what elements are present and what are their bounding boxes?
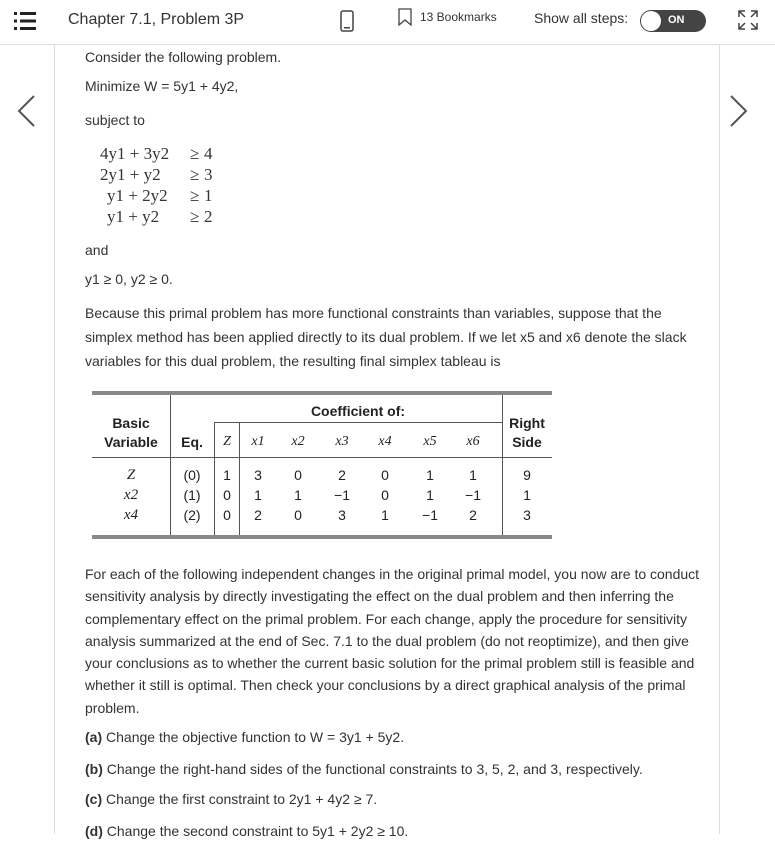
eq-header: Eq. [181, 434, 203, 450]
constraint-lhs: 4y1 + 3y2 [100, 144, 170, 163]
bookmarks-button[interactable] [398, 8, 497, 26]
constraint-rhs: 4 [204, 144, 213, 163]
show-steps-label: Show all steps: [534, 10, 629, 26]
coefficient-cell: 2 [254, 507, 262, 523]
constraint-rhs: 1 [204, 186, 213, 205]
list-menu-icon[interactable] [14, 11, 36, 31]
coefficient-cell: 0 [223, 507, 231, 523]
constraint-row [100, 206, 700, 227]
coefficient-cell: 3 [254, 467, 262, 483]
basic-variable: x4 [123, 507, 139, 523]
problem-content [85, 46, 700, 842]
table-divider [170, 395, 171, 535]
coefficient-cell: −1 [334, 487, 350, 503]
mobile-view-icon[interactable] [340, 10, 354, 32]
bookmark-icon [398, 8, 412, 26]
because-text: Because this primal problem has more functional constraints than variables, suppose that the simplex method has been applied directly to its dual problem. If we let x5 and x6 denote the slack variables for this dual problem, the resulting final simplex tableau is [85, 305, 687, 369]
table-divider [214, 422, 502, 423]
equation-number: (0) [183, 467, 201, 483]
constraint-relation: ≥ [190, 207, 200, 226]
part-text: Change the objective function to W = 3y1 + 5y2. [106, 729, 405, 746]
coefficient-header: Coefficient of: [310, 403, 406, 419]
constraint-lhs: y1 + 2y2 [107, 186, 168, 205]
constraint-row [100, 185, 700, 206]
constraint-row [100, 143, 700, 164]
coefficient-cell: 1 [426, 467, 434, 483]
bookmarks-label: 13 Bookmarks [420, 10, 497, 24]
table-bottom-border [92, 535, 552, 539]
coefficient-cell: −1 [422, 507, 438, 523]
intro-text: Consider the following problem. [85, 49, 282, 65]
right-header-1: Right [509, 415, 545, 431]
coefficient-cell: 2 [338, 467, 346, 483]
previous-arrow-icon[interactable] [16, 94, 36, 128]
and-text: and [85, 242, 109, 258]
chapter-title: Chapter 7.1, Problem 3P [68, 11, 245, 28]
coefficient-cell: 1 [223, 467, 231, 483]
constraint-rhs: 3 [204, 165, 213, 184]
expand-icon[interactable] [737, 9, 759, 31]
basic-variable: x2 [123, 487, 139, 503]
coefficient-cell: 2 [469, 507, 477, 523]
constraint-lhs: 2y1 + y2 [100, 165, 161, 184]
basic-variable: Z [126, 467, 136, 483]
col-header: x5 [423, 434, 437, 449]
col-header: x2 [291, 434, 305, 449]
coefficient-cell: −1 [465, 487, 481, 503]
constraint-relation: ≥ [190, 186, 200, 205]
coefficient-cell: 1 [469, 467, 477, 483]
simplex-tableau [92, 391, 552, 539]
right-header-2: Side [512, 434, 542, 450]
part-c [85, 788, 700, 810]
coefficient-cell: 0 [294, 507, 302, 523]
next-arrow-icon[interactable] [729, 94, 749, 128]
coefficient-cell: 1 [294, 487, 302, 503]
equation-number: (2) [183, 507, 201, 523]
right-side-value: 3 [523, 507, 531, 523]
subject-to-text: subject to [85, 112, 145, 128]
col-header: x6 [466, 434, 480, 449]
coefficient-cell: 0 [223, 487, 231, 503]
part-text: Change the right-hand sides of the functional constraints to 3, 5, 2, and 3, respectively. [106, 761, 643, 778]
coefficient-cell: 0 [381, 467, 389, 483]
nonnegativity-text: y1 ≥ 0, y2 ≥ 0. [85, 271, 173, 287]
toggle-knob [641, 11, 661, 31]
objective-text: Minimize W = 5y1 + 4y2, [85, 78, 239, 94]
col-header: x4 [378, 434, 392, 449]
for-each-text: For each of the following independent changes in the original primal model, you now are to conduct sensitivity analysis by directly investigating the effect on the dual problem and then inferring the complementary effect on the primal problem. For each change, apply the procedure for sensitivity analysis summarized at the end of Sec. 7.1 to the dual problem (do not reoptimize), and then give your conclusions as to whether the current basic solution for the primal problem still is feasible and whether it still is optimal. Then check your conclusions by a direct graphical analysis of the primal problem. [85, 566, 700, 716]
top-bar [0, 0, 775, 45]
table-top-border [92, 391, 552, 395]
table-divider [92, 457, 552, 458]
part-text: Change the first constraint to 2y1 + 4y2 ≥ 7. [106, 791, 378, 808]
coefficient-cell: 0 [294, 467, 302, 483]
coefficient-cell: 1 [426, 487, 434, 503]
coefficient-cell: 3 [338, 507, 346, 523]
constraint-row [100, 164, 700, 185]
part-label: (b) [85, 761, 103, 778]
part-a [85, 726, 700, 748]
table-divider [239, 422, 240, 535]
basic-header-2: Variable [104, 434, 158, 450]
col-header: Z [223, 434, 231, 449]
right-side-value: 1 [523, 487, 531, 503]
part-text: Change the second constraint to 5y1 + 2y2 ≥ 10. [106, 823, 409, 840]
coefficient-cell: 0 [381, 487, 389, 503]
part-d [85, 820, 700, 842]
part-label: (a) [85, 729, 103, 746]
coefficient-cell: 1 [381, 507, 389, 523]
show-steps-toggle[interactable] [640, 10, 706, 32]
constraint-rhs: 2 [204, 207, 213, 226]
part-b [85, 758, 700, 780]
constraint-lhs: y1 + y2 [107, 207, 160, 226]
col-header: x1 [251, 434, 265, 449]
part-label: (d) [85, 823, 103, 840]
coefficient-cell: 1 [254, 487, 262, 503]
basic-header-1: Basic [112, 415, 150, 431]
constraint-relation: ≥ [190, 165, 200, 184]
toggle-state: ON [668, 14, 685, 26]
col-header: x3 [335, 434, 349, 449]
right-side-value: 9 [523, 467, 531, 483]
constraints-block [100, 143, 700, 227]
part-label: (c) [85, 791, 103, 808]
constraint-relation: ≥ [190, 144, 200, 163]
equation-number: (1) [183, 487, 201, 503]
